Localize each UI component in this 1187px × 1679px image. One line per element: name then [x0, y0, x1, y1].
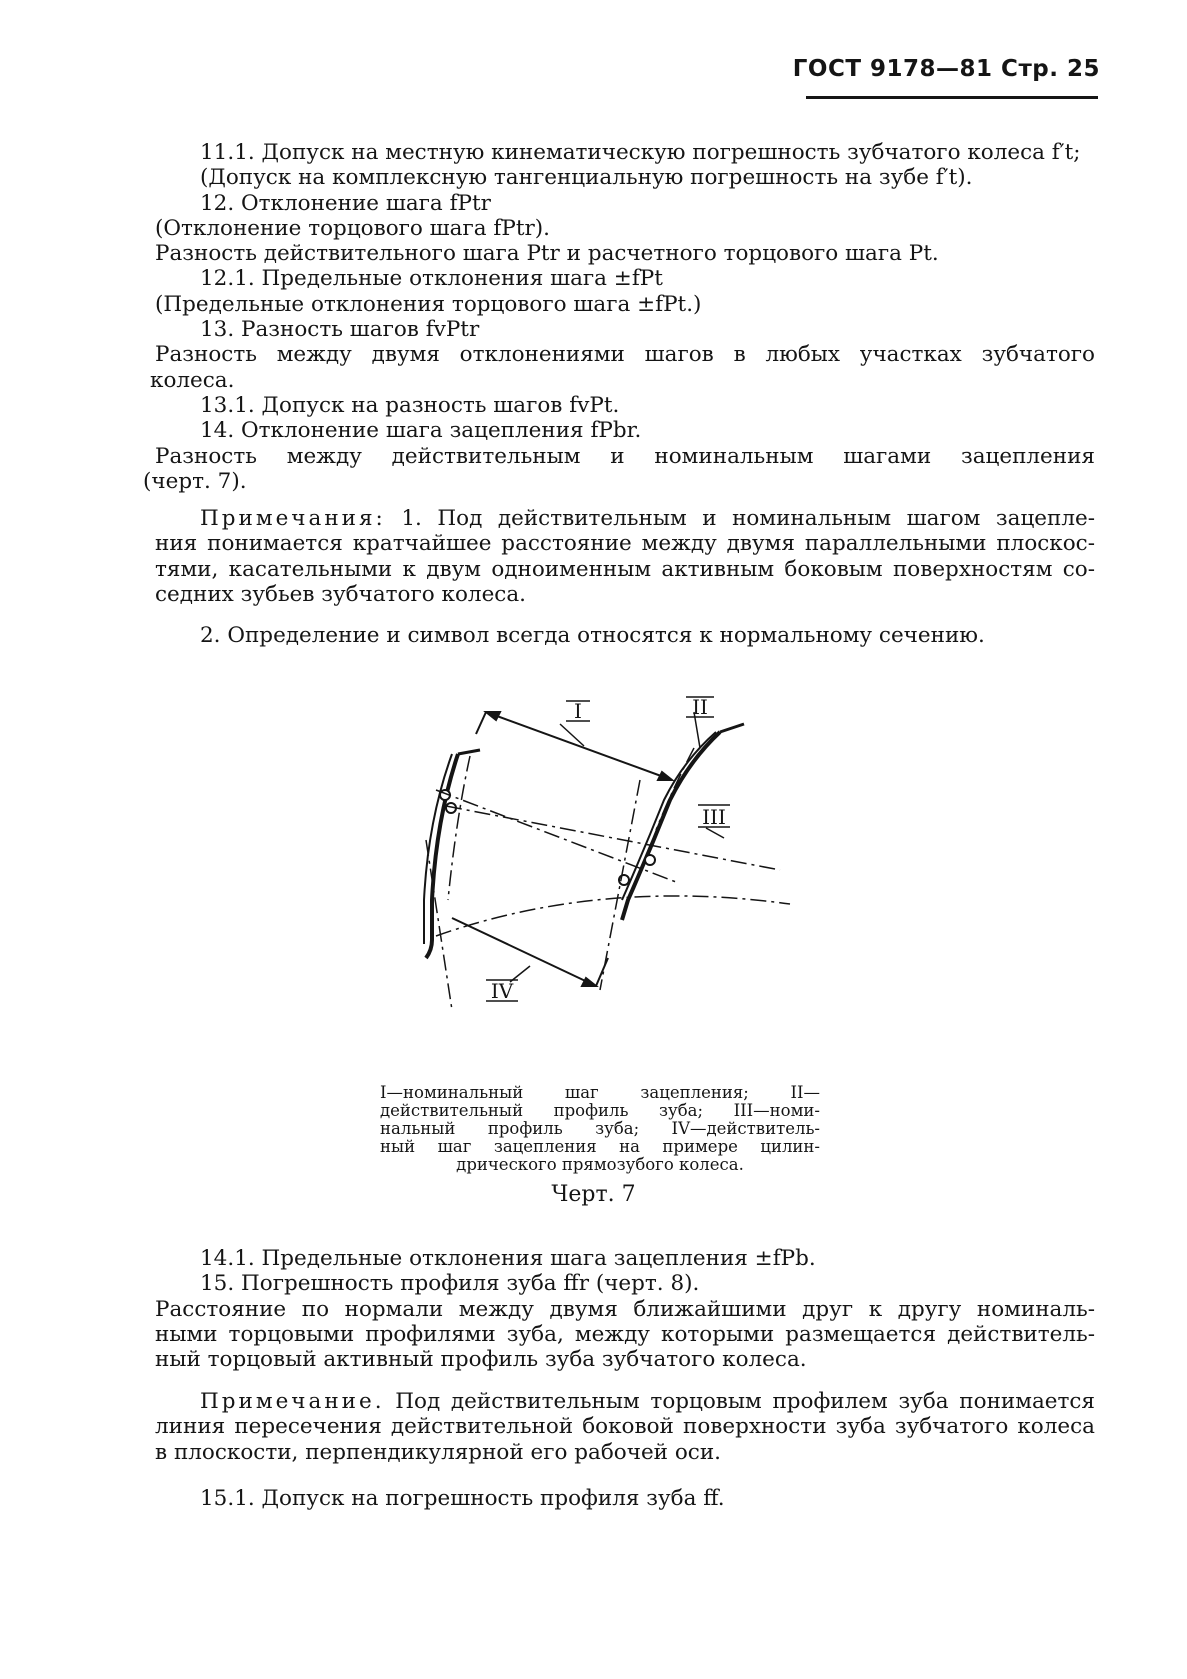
paragraph-line: колеса.	[150, 367, 235, 393]
caption-line: дрического прямозубого колеса.	[456, 1156, 744, 1174]
note-line: тями, касательными к двум одноименным активным боковым поверхностям со-	[155, 556, 1095, 582]
paragraph-line: (Допуск на комплексную тангенциальную погрешность на зубе f′t).	[200, 165, 973, 191]
note-text: 1. Под действительным и номинальным шагом зацепле-	[401, 506, 1095, 531]
paragraph-line: 15.1. Допуск на погрешность профиля зуба ff.	[200, 1486, 725, 1511]
paragraph-line: ный торцовый активный профиль зуба зубчатого колеса.	[155, 1347, 807, 1373]
text-block-2	[155, 1246, 1095, 1372]
figure-label-one: I	[574, 699, 582, 723]
note-line	[155, 506, 1095, 531]
line-of-action	[436, 790, 676, 882]
paragraph-line: Расстояние по нормали между двумя ближайшими друг к другу номиналь-	[155, 1296, 1095, 1322]
paragraph-line: 13.1. Допуск на разность шагов fvPt.	[200, 392, 620, 418]
paragraph-line: 14.1. Предельные отклонения шага зацепления ±fPb.	[200, 1246, 816, 1271]
left-tooth-tip	[458, 750, 480, 754]
paragraph-line: 15. Погрешность профиля зуба ffr (черт. 8).	[200, 1271, 700, 1297]
note-label: Примечание.	[200, 1389, 385, 1414]
gear-mesh-drawing	[380, 680, 820, 1040]
header-rule	[806, 96, 1098, 99]
right-tooth-tip	[720, 724, 744, 732]
paragraph-line: 14. Отклонение шага зацепления fPbr.	[200, 418, 642, 444]
paragraph-line: (Предельные отклонения торцового шага ±fPt.)	[155, 291, 702, 317]
paragraph-line: (Отклонение торцового шага fPtr).	[155, 215, 550, 241]
note-label: Примечания:	[200, 506, 386, 531]
paragraph-line: 13. Разность шагов fvPtr	[200, 317, 480, 343]
note-line: седних зубьев зубчатого колеса.	[155, 581, 527, 607]
figure-number: Черт. 7	[551, 1182, 636, 1207]
note-block-1	[155, 506, 1095, 648]
figure-label-three: III	[702, 805, 726, 829]
caption-line: нальный профиль зуба; IV—действитель-	[380, 1120, 820, 1138]
note-text: Под действительным торцовым профилем зуба понимается	[395, 1389, 1095, 1414]
text-block-1	[143, 140, 1095, 494]
figure-label-two: II	[692, 695, 708, 719]
caption-line: I—номинальный шаг зацепления; II—	[380, 1084, 820, 1102]
dimension-four-arrow	[452, 918, 596, 986]
caption-line: действительный профиль зуба; III—номи-	[380, 1102, 820, 1120]
note-line: линия пересечения действительной боковой поверхности зуба зубчатого колеса	[155, 1414, 1095, 1440]
paragraph-line: ными торцовыми профилями зуба, между которыми размещается действитель-	[155, 1321, 1095, 1347]
paragraph-line: Разность между действительным и номинальным шагами зацепления	[155, 443, 1095, 469]
base-circle-arc	[436, 896, 790, 936]
paragraph-line: Разность между двумя отклонениями шагов в любых участках зубчатого	[155, 342, 1095, 368]
note-block-2	[155, 1389, 1095, 1465]
page-header: ГОСТ 9178—81 Стр. 25	[792, 56, 1100, 82]
figure-caption	[380, 1084, 820, 1174]
paragraph-line: 12. Отклонение шага fPtr	[200, 190, 491, 216]
note-line: в плоскости, перпендикулярной его рабочей оси.	[155, 1439, 721, 1465]
note-line	[155, 1389, 1095, 1414]
figure-label-four: IV	[490, 979, 514, 1003]
note-line: ния понимается кратчайшее расстояние между двумя параллельными плоскос-	[155, 531, 1095, 557]
note-line: 2. Определение и символ всегда относятся к нормальному сечению.	[200, 623, 985, 649]
text-block-3	[155, 1486, 1095, 1511]
paragraph-line: 11.1. Допуск на местную кинематическую погрешность зубчатого колеса f′t;	[200, 140, 1081, 165]
paragraph-line: Разность действительного шага Ptr и расчетного торцового шага Pt.	[155, 241, 939, 267]
paragraph-line: (черт. 7).	[143, 468, 247, 494]
paragraph-line: 12.1. Предельные отклонения шага ±fPt	[200, 266, 663, 292]
caption-line: ный шаг зацепления на примере цилин-	[380, 1138, 820, 1156]
